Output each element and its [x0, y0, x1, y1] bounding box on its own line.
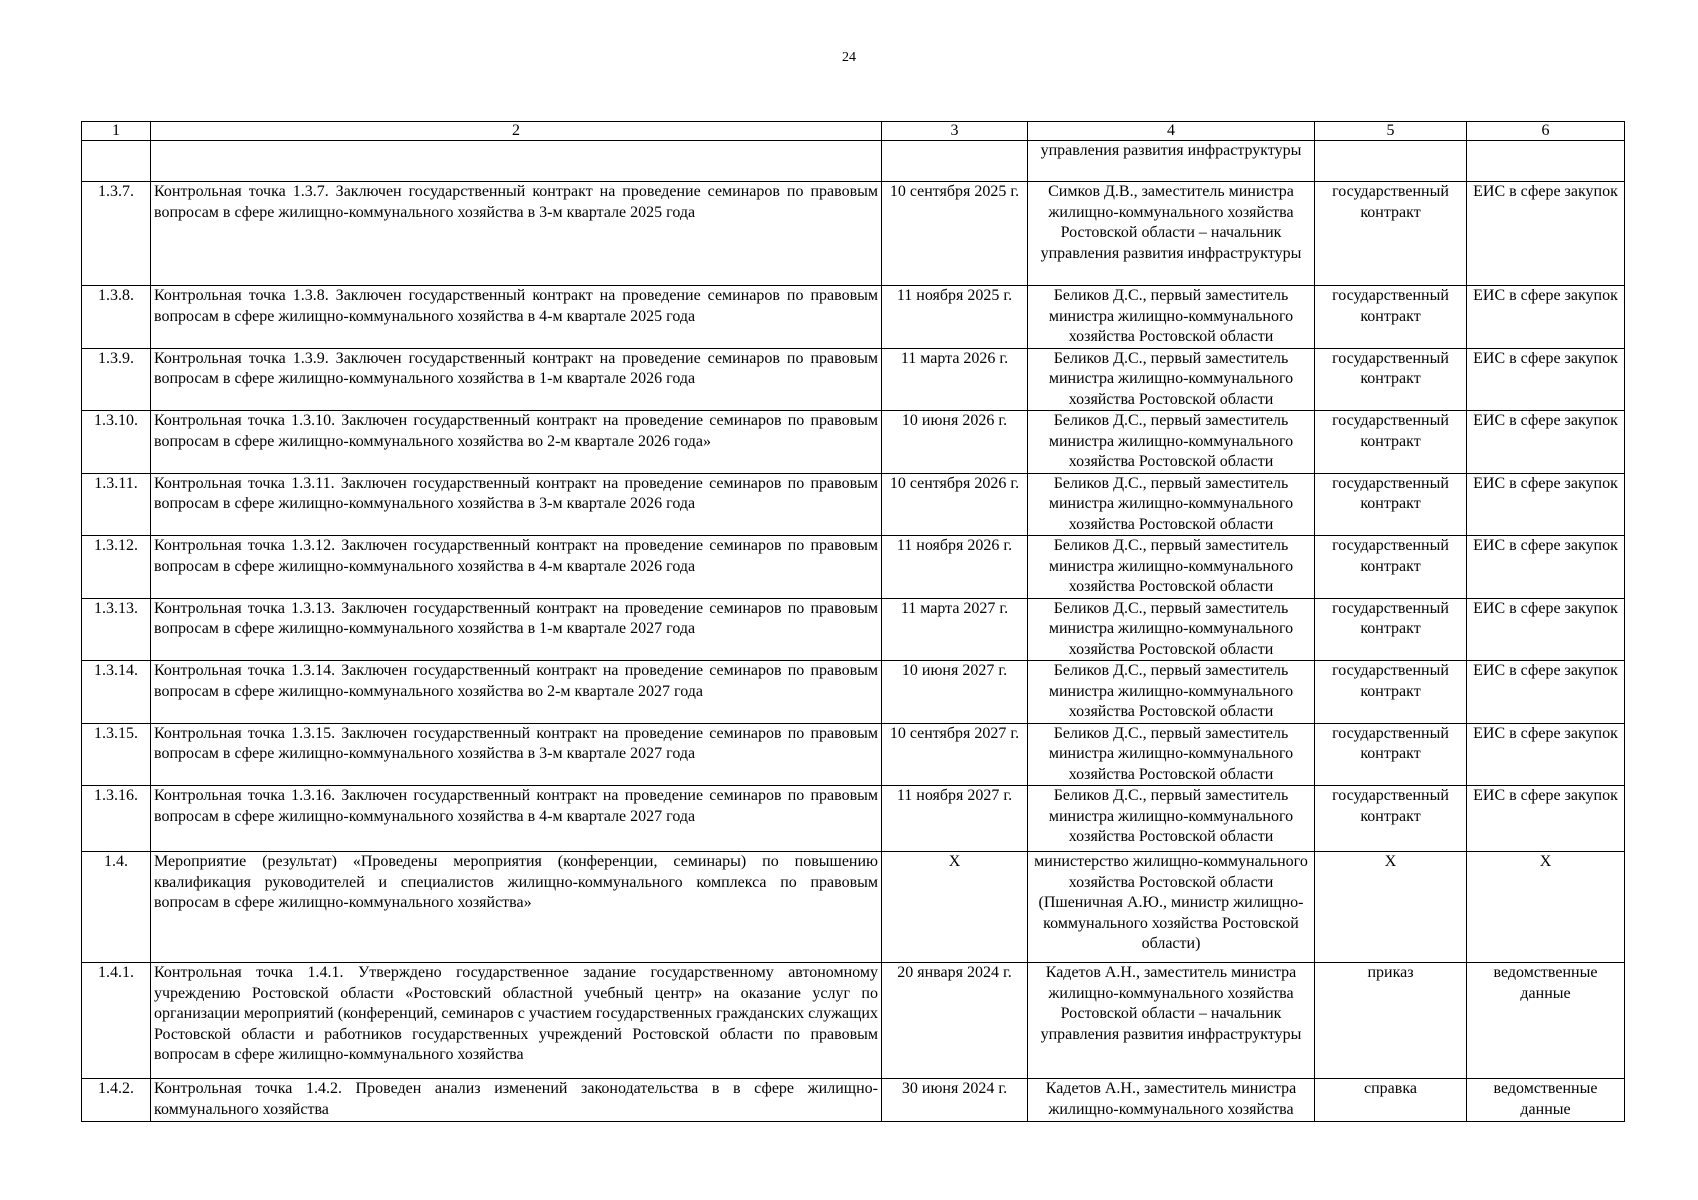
header-cell-date: 3: [882, 122, 1028, 141]
row-document: государственный контракт: [1315, 536, 1467, 599]
row-source: ЕИС в сфере закупок: [1467, 348, 1625, 411]
row-responsible: Беликов Д.С., первый заместитель министра жилищно-коммунального хозяйства Ростовской области: [1028, 411, 1315, 474]
row-responsible: управления развития инфраструктуры: [1028, 141, 1315, 182]
table-row: [82, 852, 1625, 963]
row-number: 1.4.2.: [82, 1079, 151, 1122]
plan-table: [81, 121, 1625, 1122]
row-responsible: Беликов Д.С., первый заместитель министра жилищно-коммунального хозяйства Ростовской области: [1028, 598, 1315, 661]
row-number: 1.3.9.: [82, 348, 151, 411]
row-description: Контрольная точка 1.3.12. Заключен государственный контракт на проведение семинаров по правовым вопросам в сфере жилищно-коммунального хозяйства в 4-м квартале 2026 года: [151, 536, 882, 599]
header-cell-source: 6: [1467, 122, 1625, 141]
row-responsible: Кадетов А.Н., заместитель министра жилищно-коммунального хозяйства: [1028, 1079, 1315, 1122]
row-source: ЕИС в сфере закупок: [1467, 723, 1625, 786]
row-date: 10 июня 2026 г.: [882, 411, 1028, 474]
row-number: 1.3.13.: [82, 598, 151, 661]
row-description: [151, 141, 882, 182]
row-number: 1.3.15.: [82, 723, 151, 786]
row-description: Контрольная точка 1.3.14. Заключен государственный контракт на проведение семинаров по правовым вопросам в сфере жилищно-коммунального хозяйства во 2-м квартале 2027 года: [151, 661, 882, 724]
row-responsible: Беликов Д.С., первый заместитель министра жилищно-коммунального хозяйства Ростовской области: [1028, 536, 1315, 599]
row-date: 11 ноября 2027 г.: [882, 786, 1028, 852]
plan-table-body: [82, 141, 1625, 1122]
page-number: 24: [842, 50, 856, 65]
row-description: Контрольная точка 1.3.9. Заключен государственный контракт на проведение семинаров по правовым вопросам в сфере жилищно-коммунального хозяйства в 1-м квартале 2026 года: [151, 348, 882, 411]
header-cell-responsible: 4: [1028, 122, 1315, 141]
row-date: 11 ноября 2026 г.: [882, 536, 1028, 599]
row-source: ЕИС в сфере закупок: [1467, 182, 1625, 286]
row-number: 1.4.1.: [82, 963, 151, 1079]
row-source: [1467, 141, 1625, 182]
row-date: 20 января 2024 г.: [882, 963, 1028, 1079]
table-row: [82, 411, 1625, 474]
table-row: [82, 598, 1625, 661]
row-responsible: министерство жилищно-коммунального хозяйства Ростовской области (Пшеничная А.Ю., министр жилищно-коммунального хозяйства Ростовской области): [1028, 852, 1315, 963]
row-number: 1.3.14.: [82, 661, 151, 724]
table-row: [82, 723, 1625, 786]
row-description: Контрольная точка 1.3.15. Заключен государственный контракт на проведение семинаров по правовым вопросам в сфере жилищно-коммунального хозяйства в 3-м квартале 2027 года: [151, 723, 882, 786]
row-document: государственный контракт: [1315, 473, 1467, 536]
row-source: ЕИС в сфере закупок: [1467, 536, 1625, 599]
row-number: 1.3.7.: [82, 182, 151, 286]
row-number: 1.3.11.: [82, 473, 151, 536]
row-responsible: Беликов Д.С., первый заместитель министра жилищно-коммунального хозяйства Ростовской области: [1028, 786, 1315, 852]
row-source: Х: [1467, 852, 1625, 963]
row-responsible: Беликов Д.С., первый заместитель министра жилищно-коммунального хозяйства Ростовской области: [1028, 661, 1315, 724]
row-number: [82, 141, 151, 182]
header-cell-number: 1: [82, 122, 151, 141]
row-source: ЕИС в сфере закупок: [1467, 473, 1625, 536]
row-source: ЕИС в сфере закупок: [1467, 286, 1625, 349]
table-row: [82, 473, 1625, 536]
row-document: Х: [1315, 852, 1467, 963]
row-document: государственный контракт: [1315, 661, 1467, 724]
row-number: 1.4.: [82, 852, 151, 963]
row-number: 1.3.12.: [82, 536, 151, 599]
table-row: [82, 536, 1625, 599]
row-responsible: Беликов Д.С., первый заместитель министра жилищно-коммунального хозяйства Ростовской области: [1028, 473, 1315, 536]
row-description: Контрольная точка 1.3.13. Заключен государственный контракт на проведение семинаров по правовым вопросам в сфере жилищно-коммунального хозяйства в 1-м квартале 2027 года: [151, 598, 882, 661]
header-row: [82, 122, 1625, 141]
table-row: [82, 661, 1625, 724]
row-source: ЕИС в сфере закупок: [1467, 411, 1625, 474]
row-document: государственный контракт: [1315, 348, 1467, 411]
row-number: 1.3.10.: [82, 411, 151, 474]
table-row: [82, 182, 1625, 286]
header-cell-description: 2: [151, 122, 882, 141]
row-date: 10 сентября 2026 г.: [882, 473, 1028, 536]
row-responsible: Беликов Д.С., первый заместитель министра жилищно-коммунального хозяйства Ростовской области: [1028, 348, 1315, 411]
row-document: государственный контракт: [1315, 723, 1467, 786]
table-row: [82, 786, 1625, 852]
row-number: 1.3.16.: [82, 786, 151, 852]
row-date: 11 марта 2026 г.: [882, 348, 1028, 411]
row-document: приказ: [1315, 963, 1467, 1079]
row-document: [1315, 141, 1467, 182]
row-description: Контрольная точка 1.4.1. Утверждено государственное задание государственному автономному учреждению Ростовской области «Ростовский областной учебный центр» на оказание услуг по организации мероприятий (конференций, семинаров с участием государственных гражданских служащих Ростовской области и работников государственных учреждений Ростовской области по правовым вопросам в сфере жилищно-коммунального хозяйства: [151, 963, 882, 1079]
row-source: ЕИС в сфере закупок: [1467, 661, 1625, 724]
row-date: 11 ноября 2025 г.: [882, 286, 1028, 349]
header-cell-document: 5: [1315, 122, 1467, 141]
row-responsible: Беликов Д.С., первый заместитель министра жилищно-коммунального хозяйства Ростовской области: [1028, 723, 1315, 786]
row-description: Контрольная точка 1.3.16. Заключен государственный контракт на проведение семинаров по правовым вопросам в сфере жилищно-коммунального хозяйства в 4-м квартале 2027 года: [151, 786, 882, 852]
row-source: ведомственные данные: [1467, 963, 1625, 1079]
table-row: [82, 141, 1625, 182]
row-document: государственный контракт: [1315, 786, 1467, 852]
table-row: [82, 963, 1625, 1079]
row-description: Контрольная точка 1.3.10. Заключен государственный контракт на проведение семинаров по правовым вопросам в сфере жилищно-коммунального хозяйства во 2-м квартале 2026 года»: [151, 411, 882, 474]
row-date: [882, 141, 1028, 182]
row-source: ЕИС в сфере закупок: [1467, 598, 1625, 661]
row-document: государственный контракт: [1315, 411, 1467, 474]
row-description: Мероприятие (результат) «Проведены мероприятия (конференции, семинары) по повышению квалификация руководителей и специалистов жилищно-коммунального комплекса по правовым вопросам в сфере жилищно-коммунального хозяйства»: [151, 852, 882, 963]
row-date: 10 сентября 2027 г.: [882, 723, 1028, 786]
table-row: [82, 1079, 1625, 1122]
row-date: 10 сентября 2025 г.: [882, 182, 1028, 286]
row-date: 11 марта 2027 г.: [882, 598, 1028, 661]
row-responsible: Кадетов А.Н., заместитель министра жилищно-коммунального хозяйства Ростовской области – начальник управления развития инфраструктуры: [1028, 963, 1315, 1079]
table-row: [82, 286, 1625, 349]
row-source: ЕИС в сфере закупок: [1467, 786, 1625, 852]
row-number: 1.3.8.: [82, 286, 151, 349]
row-document: государственный контракт: [1315, 286, 1467, 349]
row-description: Контрольная точка 1.3.8. Заключен государственный контракт на проведение семинаров по правовым вопросам в сфере жилищно-коммунального хозяйства в 4-м квартале 2025 года: [151, 286, 882, 349]
row-description: Контрольная точка 1.3.7. Заключен государственный контракт на проведение семинаров по правовым вопросам в сфере жилищно-коммунального хозяйства в 3-м квартале 2025 года: [151, 182, 882, 286]
row-document: государственный контракт: [1315, 182, 1467, 286]
row-responsible: Симков Д.В., заместитель министра жилищно-коммунального хозяйства Ростовской области – начальник управления развития инфраструктуры: [1028, 182, 1315, 286]
table-row: [82, 348, 1625, 411]
row-description: Контрольная точка 1.3.11. Заключен государственный контракт на проведение семинаров по правовым вопросам в сфере жилищно-коммунального хозяйства в 3-м квартале 2026 года: [151, 473, 882, 536]
row-document: справка: [1315, 1079, 1467, 1122]
row-document: государственный контракт: [1315, 598, 1467, 661]
row-description: Контрольная точка 1.4.2. Проведен анализ изменений законодательства в в сфере жилищно-коммунального хозяйства: [151, 1079, 882, 1122]
row-source: ведомственные данные: [1467, 1079, 1625, 1122]
row-date: 30 июня 2024 г.: [882, 1079, 1028, 1122]
row-date: 10 июня 2027 г.: [882, 661, 1028, 724]
row-responsible: Беликов Д.С., первый заместитель министра жилищно-коммунального хозяйства Ростовской области: [1028, 286, 1315, 349]
row-date: Х: [882, 852, 1028, 963]
